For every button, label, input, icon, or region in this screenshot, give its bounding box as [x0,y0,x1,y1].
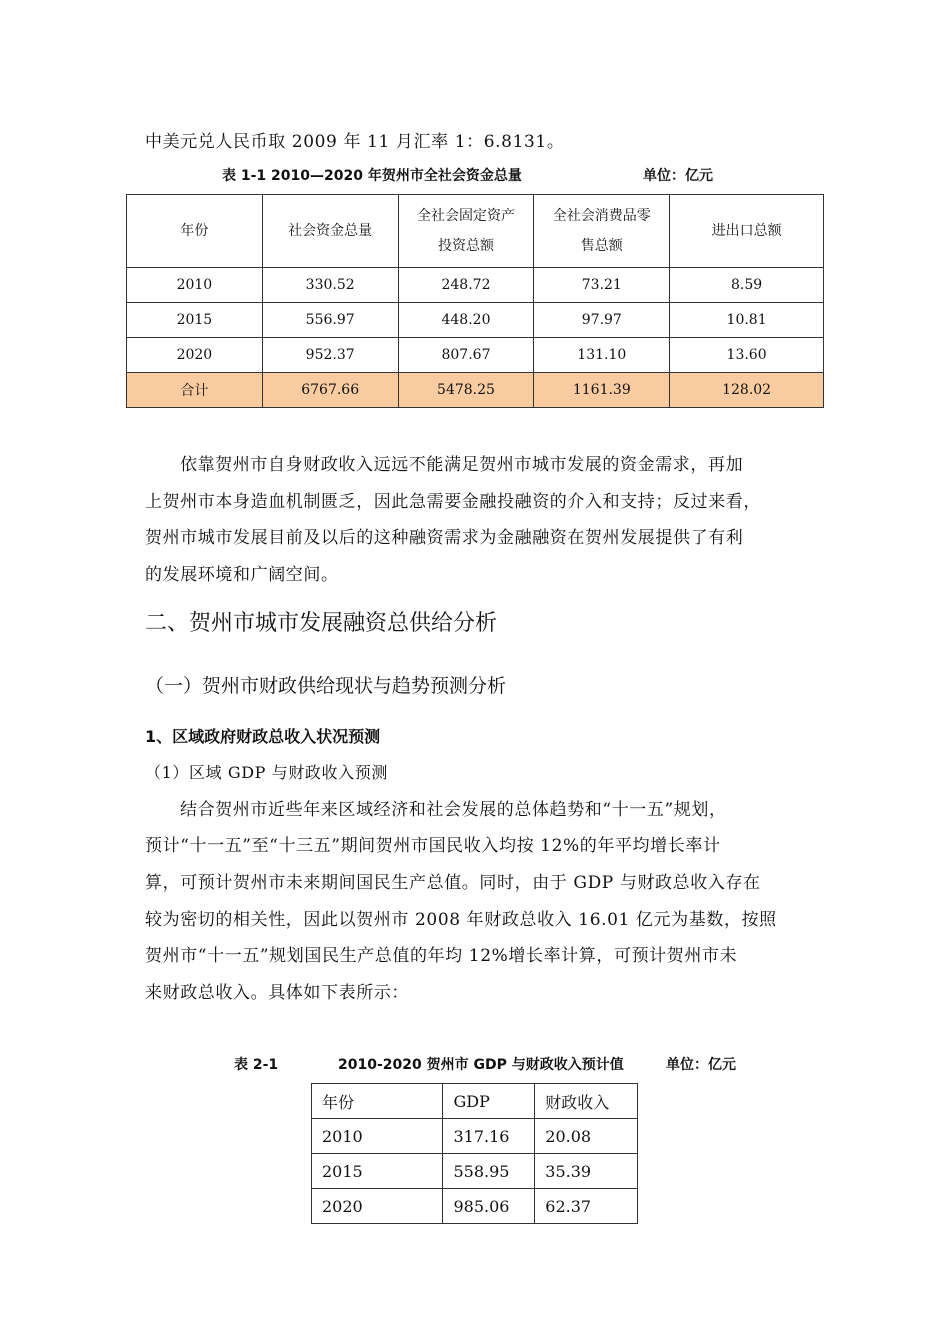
table-cell: 317.16 [443,1119,535,1154]
paragraph-line: 结合贺州市近些年来区域经济和社会发展的总体趋势和“十一五”规划， [180,800,727,820]
paragraph-line: 算，可预计贺州市未来期间国民生产总值。同时，由于 GDP 与财政总收入存在 [145,873,761,893]
table-header-row [127,195,824,268]
table-cell: 62.37 [535,1189,638,1224]
table-cell: 73.21 [534,268,670,303]
table-cell: 13.60 [670,338,824,373]
header-line: 全社会固定资产 [416,208,515,224]
table-cell: 2010 [127,268,263,303]
table-cell: 合计 [127,373,263,408]
table-cell: 2010 [312,1119,443,1154]
table-cell: 35.39 [535,1154,638,1189]
table-total-row [127,373,824,408]
table-cell: 128.02 [670,373,824,408]
subsection-heading: （一）贺州市财政供给现状与趋势预测分析 [145,675,507,697]
table-cell: 2015 [127,303,263,338]
table-cell: 5478.25 [398,373,534,408]
table-cell: 985.06 [443,1189,535,1224]
table-row [127,338,824,373]
table-cell: 8.59 [670,268,824,303]
header-line: 全社会消费品零 [552,208,651,224]
header-cell [534,195,670,268]
table-cell: 556.97 [262,303,398,338]
table-row [127,303,824,338]
header-cell: 年份 [312,1084,443,1119]
subsubsection-heading: 1、区域政府财政总收入状况预测 [145,727,381,746]
header-line: 售总额 [580,238,623,254]
header-cell: 社会资金总量 [262,195,398,268]
paragraph-line: 依靠贺州市自身财政收入远远不能满足贺州市城市发展的资金需求，再加 [180,455,744,475]
header-cell: 财政收入 [535,1084,638,1119]
header-cell: 进出口总额 [670,195,824,268]
table-cell: 248.72 [398,268,534,303]
table-cell: 1161.39 [534,373,670,408]
header-cell: 年份 [127,195,263,268]
paragraph-line: 上贺州市本身造血机制匮乏，因此急需要金融投融资的介入和支持；反过来看， [145,492,761,512]
table-row [312,1189,638,1224]
table2-caption-title: 2010-2020 贺州市 GDP 与财政收入预计值 [338,1057,624,1073]
table-cell: 10.81 [670,303,824,338]
table2-caption-number: 表 2-1 [234,1057,279,1073]
header-line: 投资总额 [437,238,494,254]
paragraph-line: 较为密切的相关性，因此以贺州市 2008 年财政总收入 16.01 亿元为基数，按照 [145,910,777,930]
table-cell: 330.52 [262,268,398,303]
table-cell: 131.10 [534,338,670,373]
table2-unit: 单位：亿元 [666,1057,736,1073]
table-cell: 2020 [312,1189,443,1224]
paragraph-line: 预计“十一五”至“十三五”期间贺州市国民收入均按 12%的年平均增长率计 [145,836,721,856]
paragraph-line: 来财政总收入。具体如下表所示： [145,983,409,1003]
header-cell: GDP [443,1084,535,1119]
table-cell: 6767.66 [262,373,398,408]
table1-caption: 表 1-1 2010—2020 年贺州市全社会资金总量 [222,168,522,184]
table-cell: 97.97 [534,303,670,338]
table-cell: 20.08 [535,1119,638,1154]
table-row [312,1154,638,1189]
table-cell: 558.95 [443,1154,535,1189]
intro-line: 中美元兑人民币取 2009 年 11 月汇率 1：6.8131。 [145,132,565,152]
paragraph-line: 贺州市城市发展目前及以后的这种融资需求为金融融资在贺州发展提供了有利 [145,528,744,548]
table-header-row [312,1084,638,1119]
table-cell: 448.20 [398,303,534,338]
table-row [127,268,824,303]
table-cell: 2020 [127,338,263,373]
section-heading: 二、贺州市城市发展融资总供给分析 [145,611,498,636]
table-cell: 807.67 [398,338,534,373]
table-cell: 2015 [312,1154,443,1189]
table-cell: 952.37 [262,338,398,373]
item-heading: （1）区域 GDP 与财政收入预测 [145,763,388,782]
paragraph-line: 的发展环境和广阔空间。 [145,565,339,585]
paragraph-line: 贺州市“十一五”规划国民生产总值的年均 12%增长率计算，可预计贺州市未 [145,946,738,966]
gdp-revenue-table [311,1083,638,1224]
capital-total-table [126,194,824,408]
table-row [312,1119,638,1154]
table1-unit: 单位：亿元 [643,168,713,184]
header-cell [398,195,534,268]
